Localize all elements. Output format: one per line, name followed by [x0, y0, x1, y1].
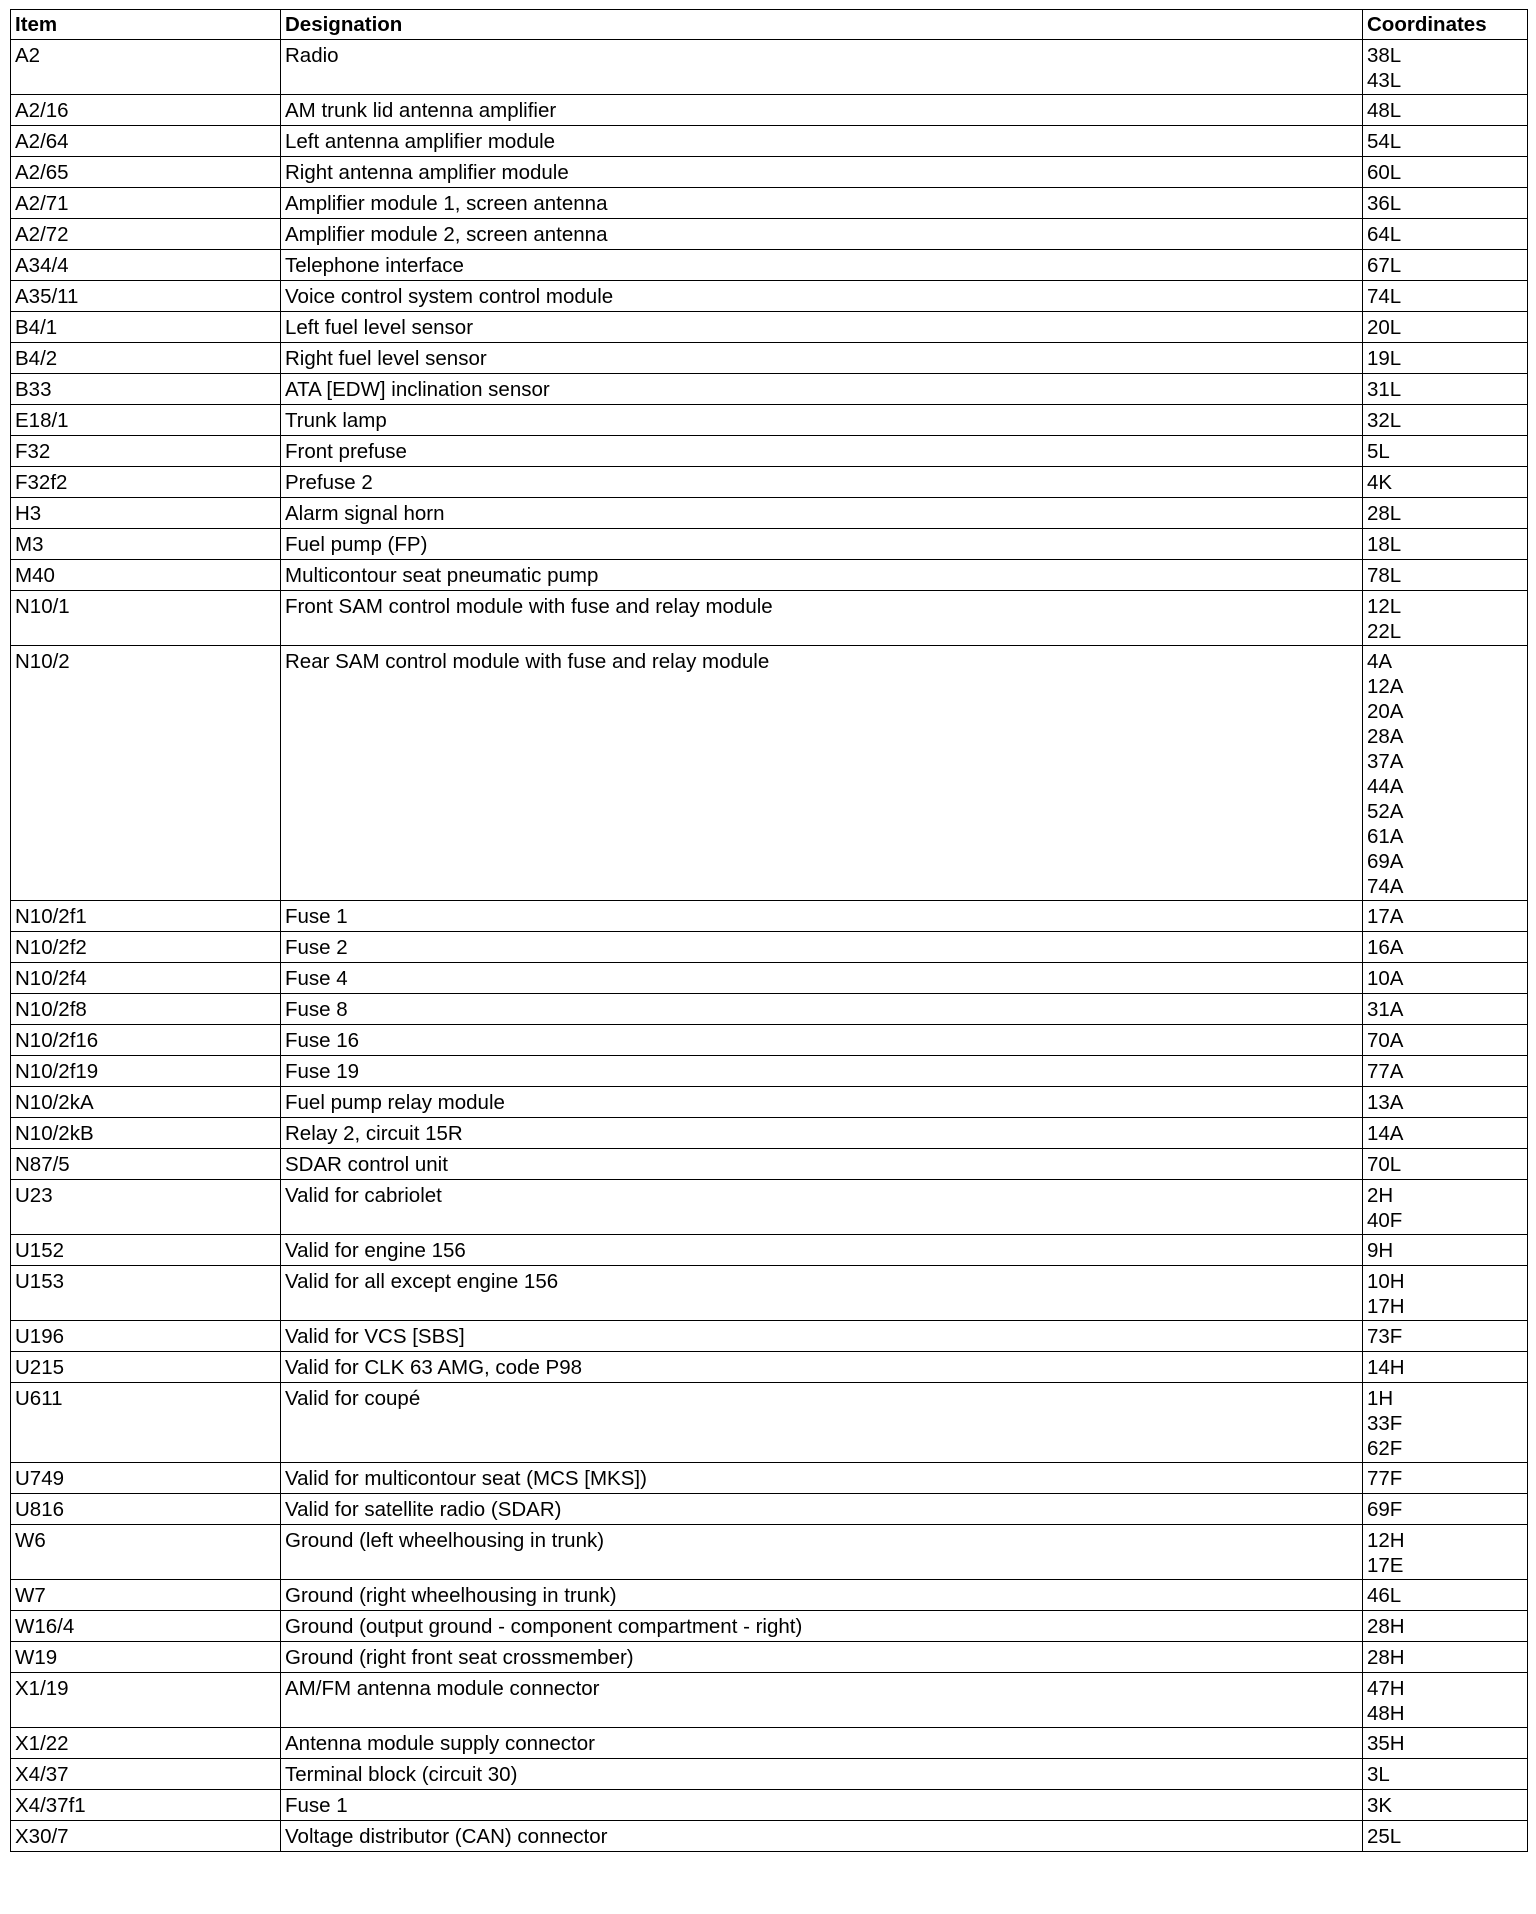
coordinate-value: 69A: [1367, 850, 1404, 873]
table-row: [11, 1180, 1528, 1235]
table-row: [11, 1352, 1528, 1383]
coordinate-value: 48H: [1367, 1702, 1405, 1725]
coordinates-cell: [1363, 95, 1528, 126]
coordinates-cell: [1363, 1790, 1528, 1821]
coordinates-cell: [1363, 1149, 1528, 1180]
item-cell: A2/72: [11, 219, 281, 250]
item-cell: H3: [11, 498, 281, 529]
coordinate-value: 54L: [1367, 130, 1402, 153]
item-cell: B4/1: [11, 312, 281, 343]
coordinates-cell: [1363, 312, 1528, 343]
table-row: [11, 95, 1528, 126]
item-cell: N10/2f16: [11, 1025, 281, 1056]
item-cell: U153: [11, 1266, 281, 1321]
item-cell: U215: [11, 1352, 281, 1383]
designation-cell: ATA [EDW] inclination sensor: [281, 374, 1363, 405]
coordinates-cell: [1363, 1235, 1528, 1266]
coordinate-value: 10A: [1367, 967, 1404, 990]
designation-cell: Antenna module supply connector: [281, 1728, 1363, 1759]
item-cell: N10/2: [11, 646, 281, 901]
coordinate-value: 3L: [1367, 1763, 1390, 1786]
table-row: [11, 994, 1528, 1025]
table-row: [11, 1494, 1528, 1525]
coordinates-cell: [1363, 591, 1528, 646]
coordinates-cell: [1363, 1673, 1528, 1728]
coordinates-cell: [1363, 40, 1528, 95]
coordinates-cell: [1363, 126, 1528, 157]
coordinate-value: 17H: [1367, 1295, 1405, 1318]
item-cell: A2: [11, 40, 281, 95]
designation-cell: Terminal block (circuit 30): [281, 1759, 1363, 1790]
coordinate-value: 60L: [1367, 161, 1402, 184]
coordinates-column-header: Coordinates: [1363, 10, 1528, 40]
coordinate-value: 12A: [1367, 675, 1404, 698]
coordinate-value: 69F: [1367, 1498, 1403, 1521]
coordinates-cell: [1363, 188, 1528, 219]
item-cell: N87/5: [11, 1149, 281, 1180]
coordinate-value: 14H: [1367, 1356, 1405, 1379]
coordinate-value: 25L: [1367, 1825, 1402, 1848]
designation-cell: AM/FM antenna module connector: [281, 1673, 1363, 1728]
designation-cell: Ground (output ground - component compartment - right): [281, 1611, 1363, 1642]
coordinate-value: 67L: [1367, 254, 1402, 277]
coordinate-value: 70L: [1367, 1153, 1402, 1176]
designation-cell: Fuse 1: [281, 901, 1363, 932]
coordinate-value: 2H: [1367, 1184, 1394, 1207]
designation-cell: Front prefuse: [281, 436, 1363, 467]
table-row: [11, 1642, 1528, 1673]
item-cell: A2/16: [11, 95, 281, 126]
designation-cell: Ground (right wheelhousing in trunk): [281, 1580, 1363, 1611]
coordinates-cell: [1363, 1321, 1528, 1352]
designation-cell: Valid for CLK 63 AMG, code P98: [281, 1352, 1363, 1383]
coordinate-value: 33F: [1367, 1412, 1403, 1435]
designation-cell: Left antenna amplifier module: [281, 126, 1363, 157]
table-row: [11, 1525, 1528, 1580]
table-row: [11, 1056, 1528, 1087]
table-row: [11, 1673, 1528, 1728]
coordinate-value: 52A: [1367, 800, 1404, 823]
coordinate-value: 31L: [1367, 378, 1402, 401]
coordinate-value: 5L: [1367, 440, 1390, 463]
designation-cell: Left fuel level sensor: [281, 312, 1363, 343]
table-row: [11, 901, 1528, 932]
table-row: [11, 1383, 1528, 1463]
coordinate-value: 74A: [1367, 875, 1404, 898]
table-row: [11, 1728, 1528, 1759]
item-cell: A2/71: [11, 188, 281, 219]
coordinate-value: 13A: [1367, 1091, 1404, 1114]
coordinates-cell: [1363, 1180, 1528, 1235]
table-row: [11, 963, 1528, 994]
coordinate-value: 77F: [1367, 1467, 1403, 1490]
coordinates-cell: [1363, 646, 1528, 901]
designation-column-header: Designation: [281, 10, 1363, 40]
coordinate-value: 28H: [1367, 1615, 1405, 1638]
coordinate-value: 35H: [1367, 1732, 1405, 1755]
coordinates-cell: [1363, 467, 1528, 498]
coordinates-cell: [1363, 1352, 1528, 1383]
table-row: [11, 250, 1528, 281]
coordinates-cell: [1363, 1611, 1528, 1642]
item-cell: U611: [11, 1383, 281, 1463]
coordinate-value: 17A: [1367, 905, 1404, 928]
table-row: [11, 281, 1528, 312]
coordinates-cell: [1363, 157, 1528, 188]
table-row: [11, 1118, 1528, 1149]
designation-cell: Voltage distributor (CAN) connector: [281, 1821, 1363, 1852]
designation-cell: SDAR control unit: [281, 1149, 1363, 1180]
item-cell: F32: [11, 436, 281, 467]
coordinates-cell: [1363, 1087, 1528, 1118]
item-cell: U152: [11, 1235, 281, 1266]
coordinate-value: 28A: [1367, 725, 1404, 748]
coordinate-value: 16A: [1367, 936, 1404, 959]
designation-cell: Front SAM control module with fuse and relay module: [281, 591, 1363, 646]
coordinate-value: 32L: [1367, 409, 1402, 432]
coordinates-cell: [1363, 405, 1528, 436]
coordinates-cell: [1363, 343, 1528, 374]
coordinates-cell: [1363, 374, 1528, 405]
coordinate-value: 28H: [1367, 1646, 1405, 1669]
coordinate-value: 64L: [1367, 223, 1402, 246]
coordinates-cell: [1363, 901, 1528, 932]
designation-cell: Ground (left wheelhousing in trunk): [281, 1525, 1363, 1580]
coordinate-value: 19L: [1367, 347, 1402, 370]
header-row: [11, 10, 1528, 40]
table-row: [11, 1821, 1528, 1852]
item-cell: A2/65: [11, 157, 281, 188]
coordinates-cell: [1363, 1266, 1528, 1321]
designation-cell: Right fuel level sensor: [281, 343, 1363, 374]
coordinate-value: 36L: [1367, 192, 1402, 215]
coordinate-value: 14A: [1367, 1122, 1404, 1145]
designation-cell: Valid for satellite radio (SDAR): [281, 1494, 1363, 1525]
coordinate-value: 9H: [1367, 1239, 1394, 1262]
item-cell: B33: [11, 374, 281, 405]
table-row: [11, 219, 1528, 250]
coordinate-value: 31A: [1367, 998, 1404, 1021]
coordinate-value: 37A: [1367, 750, 1404, 773]
item-column-header: Item: [11, 10, 281, 40]
designation-cell: Ground (right front seat crossmember): [281, 1642, 1363, 1673]
item-cell: N10/2f1: [11, 901, 281, 932]
table-row: [11, 529, 1528, 560]
table-row: [11, 1149, 1528, 1180]
designation-cell: Valid for all except engine 156: [281, 1266, 1363, 1321]
coordinates-cell: [1363, 1821, 1528, 1852]
coordinate-value: 20L: [1367, 316, 1402, 339]
coordinate-value: 47H: [1367, 1677, 1405, 1700]
designation-cell: Fuse 19: [281, 1056, 1363, 1087]
item-cell: N10/2f4: [11, 963, 281, 994]
designation-cell: Right antenna amplifier module: [281, 157, 1363, 188]
coordinate-value: 74L: [1367, 285, 1402, 308]
coordinate-value: 62F: [1367, 1437, 1403, 1460]
designation-cell: Fuse 16: [281, 1025, 1363, 1056]
table-row: [11, 932, 1528, 963]
coordinates-cell: [1363, 529, 1528, 560]
coordinates-cell: [1363, 963, 1528, 994]
coordinates-cell: [1363, 1580, 1528, 1611]
designation-cell: Alarm signal horn: [281, 498, 1363, 529]
item-cell: W6: [11, 1525, 281, 1580]
table-row: [11, 1087, 1528, 1118]
item-cell: N10/2kB: [11, 1118, 281, 1149]
designation-cell: Fuse 1: [281, 1790, 1363, 1821]
designation-cell: AM trunk lid antenna amplifier: [281, 95, 1363, 126]
designation-cell: Trunk lamp: [281, 405, 1363, 436]
coordinate-value: 78L: [1367, 564, 1402, 587]
table-row: [11, 126, 1528, 157]
table-row: [11, 1580, 1528, 1611]
coordinates-cell: [1363, 1383, 1528, 1463]
table-row: [11, 436, 1528, 467]
coordinate-value: 44A: [1367, 775, 1404, 798]
item-cell: X4/37f1: [11, 1790, 281, 1821]
coordinate-value: 46L: [1367, 1584, 1402, 1607]
item-cell: X1/22: [11, 1728, 281, 1759]
designation-cell: Valid for multicontour seat (MCS [MKS]): [281, 1463, 1363, 1494]
item-cell: E18/1: [11, 405, 281, 436]
designation-cell: Fuse 4: [281, 963, 1363, 994]
item-cell: X4/37: [11, 1759, 281, 1790]
item-cell: B4/2: [11, 343, 281, 374]
coordinate-value: 40F: [1367, 1209, 1403, 1232]
item-cell: N10/2f2: [11, 932, 281, 963]
item-cell: A34/4: [11, 250, 281, 281]
item-cell: F32f2: [11, 467, 281, 498]
table-row: [11, 1759, 1528, 1790]
table-row: [11, 1266, 1528, 1321]
item-cell: A2/64: [11, 126, 281, 157]
designation-cell: Multicontour seat pneumatic pump: [281, 560, 1363, 591]
coordinates-cell: [1363, 219, 1528, 250]
designation-cell: Valid for engine 156: [281, 1235, 1363, 1266]
coordinate-value: 12H: [1367, 1529, 1405, 1552]
item-cell: N10/1: [11, 591, 281, 646]
item-cell: W19: [11, 1642, 281, 1673]
item-cell: W7: [11, 1580, 281, 1611]
item-cell: M40: [11, 560, 281, 591]
designation-cell: Valid for cabriolet: [281, 1180, 1363, 1235]
designation-cell: Voice control system control module: [281, 281, 1363, 312]
designation-cell: Fuel pump (FP): [281, 529, 1363, 560]
item-cell: U749: [11, 1463, 281, 1494]
coordinate-value: 3K: [1367, 1794, 1393, 1817]
designation-cell: Amplifier module 1, screen antenna: [281, 188, 1363, 219]
coordinates-cell: [1363, 436, 1528, 467]
item-cell: U23: [11, 1180, 281, 1235]
coordinate-value: 10H: [1367, 1270, 1405, 1293]
table-row: [11, 1025, 1528, 1056]
coordinates-cell: [1363, 1494, 1528, 1525]
designation-cell: Rear SAM control module with fuse and relay module: [281, 646, 1363, 901]
coordinate-value: 28L: [1367, 502, 1402, 525]
coordinates-cell: [1363, 1759, 1528, 1790]
coordinates-cell: [1363, 1525, 1528, 1580]
table-row: [11, 405, 1528, 436]
coordinates-cell: [1363, 1728, 1528, 1759]
item-cell: A35/11: [11, 281, 281, 312]
coordinates-cell: [1363, 560, 1528, 591]
table-row: [11, 1463, 1528, 1494]
designation-cell: Valid for VCS [SBS]: [281, 1321, 1363, 1352]
coordinate-value: 73F: [1367, 1325, 1403, 1348]
coordinate-value: 12L: [1367, 595, 1402, 618]
item-cell: W16/4: [11, 1611, 281, 1642]
table-row: [11, 374, 1528, 405]
item-cell: N10/2f19: [11, 1056, 281, 1087]
item-cell: N10/2kA: [11, 1087, 281, 1118]
designation-cell: Fuel pump relay module: [281, 1087, 1363, 1118]
component-legend-table: [10, 9, 1528, 1852]
table-row: [11, 188, 1528, 219]
table-row: [11, 312, 1528, 343]
designation-cell: Prefuse 2: [281, 467, 1363, 498]
table-row: [11, 498, 1528, 529]
designation-cell: Fuse 2: [281, 932, 1363, 963]
coordinate-value: 20A: [1367, 700, 1404, 723]
table-row: [11, 40, 1528, 95]
table-row: [11, 467, 1528, 498]
coordinates-cell: [1363, 498, 1528, 529]
coordinates-cell: [1363, 932, 1528, 963]
table-row: [11, 1321, 1528, 1352]
coordinate-value: 77A: [1367, 1060, 1404, 1083]
table-row: [11, 1790, 1528, 1821]
coordinate-value: 38L: [1367, 44, 1402, 67]
designation-cell: Telephone interface: [281, 250, 1363, 281]
coordinate-value: 61A: [1367, 825, 1404, 848]
table-row: [11, 1611, 1528, 1642]
table-body: [11, 40, 1528, 1852]
designation-cell: Radio: [281, 40, 1363, 95]
coordinate-value: 1H: [1367, 1387, 1394, 1410]
coordinates-cell: [1363, 250, 1528, 281]
coordinate-value: 18L: [1367, 533, 1402, 556]
designation-cell: Valid for coupé: [281, 1383, 1363, 1463]
coordinate-value: 70A: [1367, 1029, 1404, 1052]
designation-cell: Fuse 8: [281, 994, 1363, 1025]
table-row: [11, 646, 1528, 901]
item-cell: M3: [11, 529, 281, 560]
coordinates-cell: [1363, 1056, 1528, 1087]
item-cell: X30/7: [11, 1821, 281, 1852]
item-cell: N10/2f8: [11, 994, 281, 1025]
table-row: [11, 560, 1528, 591]
item-cell: U196: [11, 1321, 281, 1352]
coordinates-cell: [1363, 1463, 1528, 1494]
designation-cell: Relay 2, circuit 15R: [281, 1118, 1363, 1149]
coordinates-cell: [1363, 1642, 1528, 1673]
table-row: [11, 157, 1528, 188]
coordinate-value: 17E: [1367, 1554, 1404, 1577]
item-cell: U816: [11, 1494, 281, 1525]
designation-cell: Amplifier module 2, screen antenna: [281, 219, 1363, 250]
table-row: [11, 343, 1528, 374]
coordinate-value: 22L: [1367, 620, 1402, 643]
coordinates-cell: [1363, 1025, 1528, 1056]
table-row: [11, 591, 1528, 646]
coordinate-value: 48L: [1367, 99, 1402, 122]
coordinates-cell: [1363, 1118, 1528, 1149]
item-cell: X1/19: [11, 1673, 281, 1728]
coordinates-cell: [1363, 994, 1528, 1025]
coordinates-cell: [1363, 281, 1528, 312]
table-row: [11, 1235, 1528, 1266]
coordinate-value: 4A: [1367, 650, 1393, 673]
coordinate-value: 4K: [1367, 471, 1393, 494]
coordinate-value: 43L: [1367, 69, 1402, 92]
